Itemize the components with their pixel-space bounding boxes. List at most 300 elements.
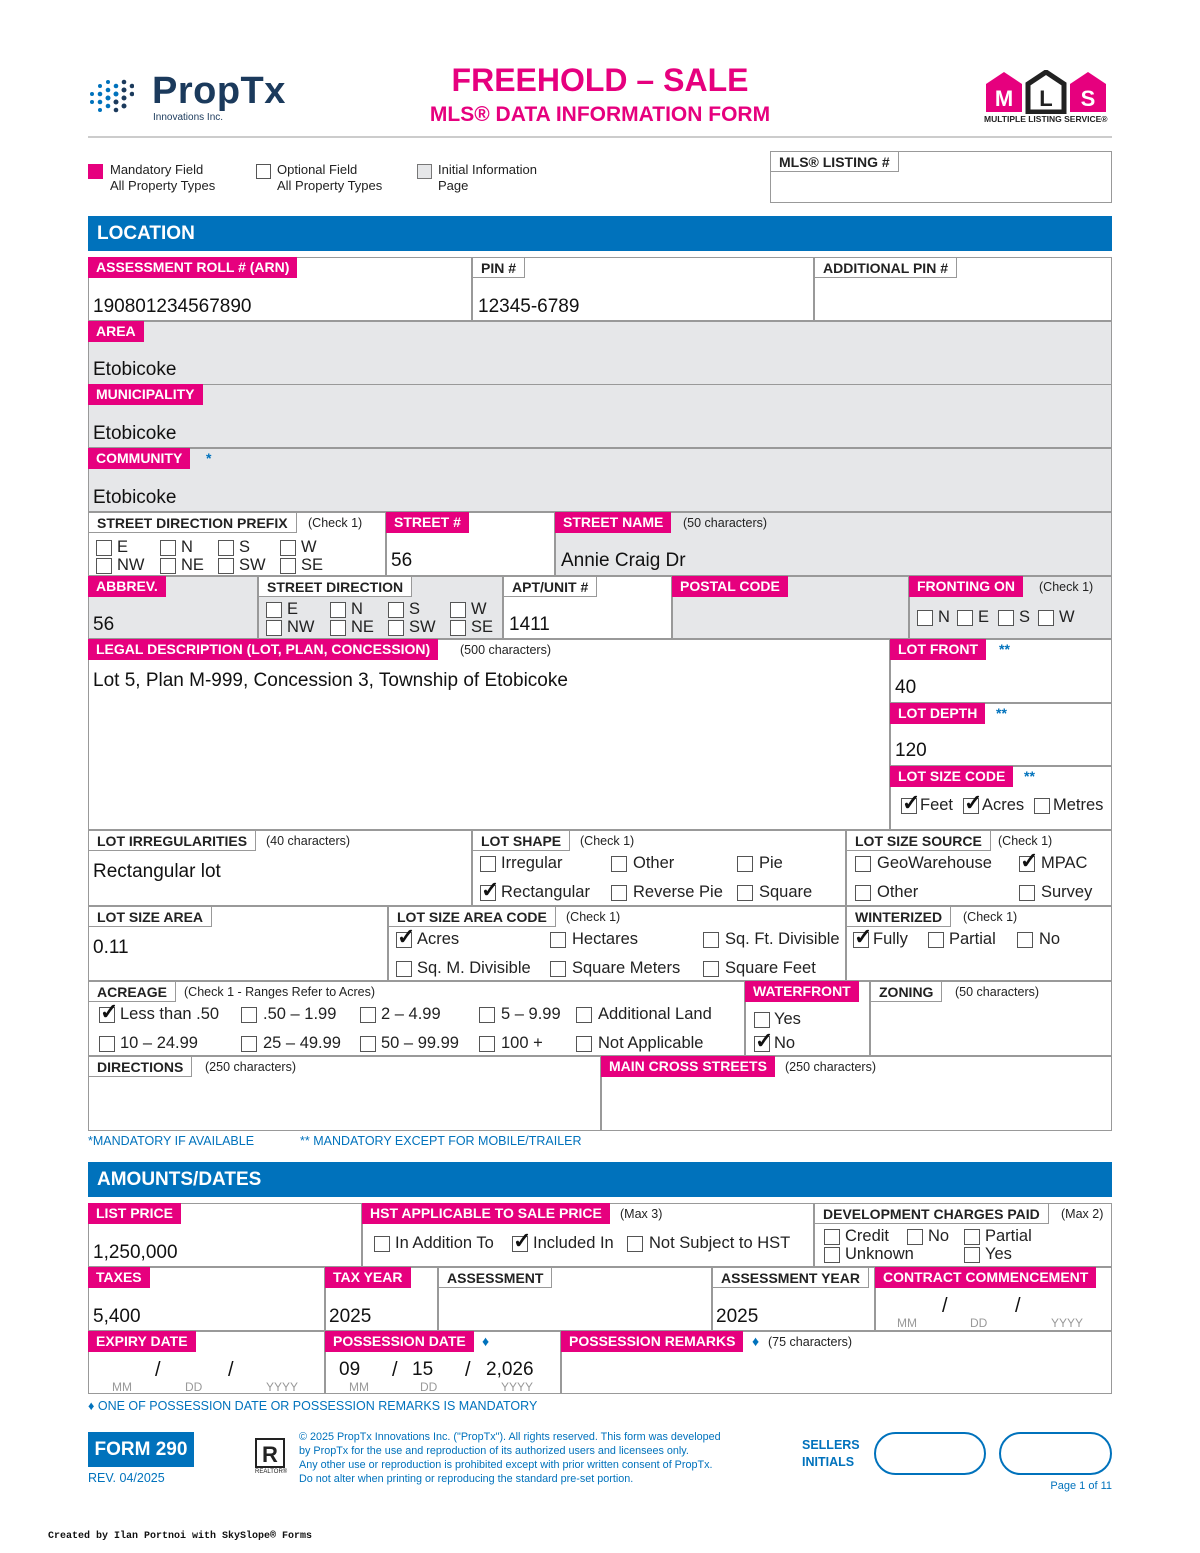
lot-irregularities-value: Rectangular lot (93, 861, 221, 882)
sdp-nw-checkbox[interactable] (96, 558, 112, 574)
acre-25-4999-checkbox[interactable] (241, 1036, 257, 1052)
lot-depth-value: 120 (895, 740, 927, 761)
possession-date-field[interactable] (325, 1331, 561, 1394)
legal-description-note: (500 characters) (460, 643, 552, 657)
hst-in-addition-label: In Addition To (395, 1234, 494, 1252)
dev-partial-checkbox[interactable] (964, 1229, 980, 1245)
tax-year-value: 2025 (329, 1306, 372, 1327)
mls-logo-text: MULTIPLE LISTING SERVICE® (984, 114, 1108, 124)
acre-10-2499-label: 10 – 24.99 (120, 1034, 198, 1052)
legal-description-label: LEGAL DESCRIPTION (LOT, PLAN, CONCESSION) (88, 639, 438, 660)
acre-10-2499-checkbox[interactable] (99, 1036, 115, 1052)
acre-not-applicable-checkbox[interactable] (576, 1036, 592, 1052)
acre-2-499-label: 2 – 4.99 (381, 1005, 441, 1023)
footnote-mandatory-except-mobile: ** MANDATORY EXCEPT FOR MOBILE/TRAILER (300, 1134, 582, 1148)
sd-n-label: N (351, 600, 363, 618)
legend-optional-text: Optional Field All Property Types (277, 162, 383, 193)
main-cross-streets-field[interactable] (601, 1056, 1112, 1131)
lot-irregularities-label: LOT IRREGULARITIES (88, 830, 256, 851)
tax-year-label: TAX YEAR (325, 1267, 411, 1288)
pos-yyyy-label: YYYY (501, 1380, 534, 1394)
street-name-label: STREET NAME (555, 512, 671, 533)
sd-sw-checkbox[interactable] (388, 620, 404, 636)
sd-se-checkbox[interactable] (450, 620, 466, 636)
acre-less-than-50-label: Less than .50 (120, 1005, 220, 1023)
sellers-initials-box-1[interactable] (874, 1432, 986, 1475)
shape-reverse-pie-label: Reverse Pie (633, 883, 723, 901)
front-w-checkbox[interactable] (1038, 610, 1054, 626)
sd-s-checkbox[interactable] (388, 602, 404, 618)
pin-value: 12345-6789 (478, 296, 580, 317)
lot-size-area-label: LOT SIZE AREA (88, 906, 212, 927)
acre-less-than-50-checkbox[interactable] (99, 1007, 115, 1023)
mls-listing-label: MLS® LISTING # (770, 151, 899, 172)
abbrev-label: ABBREV. (88, 576, 166, 597)
main-cross-streets-label: MAIN CROSS STREETS (601, 1056, 775, 1077)
sd-w-label: W (471, 600, 487, 618)
front-n-checkbox[interactable] (917, 610, 933, 626)
acre-not-applicable-label: Not Applicable (598, 1034, 704, 1052)
lsac-sqm-divisible-label: Sq. M. Divisible (417, 959, 531, 977)
arn-label: ASSESSMENT ROLL # (ARN) (88, 257, 297, 278)
additional-pin-label: ADDITIONAL PIN # (814, 257, 957, 278)
hst-not-subject-checkbox[interactable] (627, 1236, 643, 1252)
cc-dd-label: DD (970, 1316, 988, 1330)
zoning-field[interactable] (870, 981, 1112, 1056)
legend-initial-swatch (417, 164, 432, 179)
apt-unit-value: 1411 (509, 614, 550, 635)
src-mpac-label: MPAC (1041, 854, 1088, 872)
lot-size-code-label: LOT SIZE CODE (890, 766, 1013, 787)
sdp-s-checkbox[interactable] (218, 540, 234, 556)
area-field[interactable] (88, 321, 1112, 385)
abbrev-field[interactable] (88, 576, 258, 639)
pos-dd-label: DD (420, 1380, 438, 1394)
legend-optional-swatch (256, 164, 271, 179)
legal-description-value: Lot 5, Plan M-999, Concession 3, Township of Etobicoke (93, 670, 568, 691)
sd-se-label: SE (471, 618, 494, 636)
brand-name: PropTx (152, 70, 286, 112)
expiry-date-label: EXPIRY DATE (88, 1331, 196, 1352)
dev-no-checkbox[interactable] (907, 1229, 923, 1245)
lot-irregularities-field[interactable] (88, 830, 472, 906)
svg-text:M: M (994, 86, 1014, 111)
fronting-on-label: FRONTING ON (909, 576, 1023, 597)
possession-date-label: POSSESSION DATE (325, 1331, 474, 1352)
sd-s-label: S (409, 600, 421, 618)
possession-footnote: ♦ ONE OF POSSESSION DATE OR POSSESSION REMARKS IS MANDATORY (88, 1399, 538, 1413)
sd-sw-label: SW (409, 618, 436, 636)
apt-unit-field[interactable] (503, 576, 672, 639)
sdp-s-label: S (239, 538, 251, 556)
directions-note: (250 characters) (205, 1060, 297, 1074)
tax-year-field[interactable] (325, 1267, 438, 1331)
sdp-ne-checkbox[interactable] (160, 558, 176, 574)
src-other-label: Other (877, 883, 919, 901)
assessment-year-label: ASSESSMENT YEAR (712, 1267, 869, 1288)
possession-remarks-field[interactable] (561, 1331, 1112, 1394)
proptx-logo (88, 70, 303, 124)
shape-irregular-checkbox[interactable] (480, 856, 496, 872)
lot-shape-field[interactable] (472, 830, 846, 906)
taxes-field[interactable] (88, 1267, 325, 1331)
pos-mm-label: MM (349, 1380, 369, 1394)
lot-depth-field[interactable] (890, 703, 1112, 766)
possession-date-diamond: ♦ (482, 1333, 490, 1349)
possession-remarks-label: POSSESSION REMARKS (561, 1331, 743, 1352)
front-s-checkbox[interactable] (998, 610, 1014, 626)
dots-logo-icon (88, 76, 134, 116)
sd-e-checkbox[interactable] (266, 602, 282, 618)
shape-pie-checkbox[interactable] (737, 856, 753, 872)
acreage-field[interactable] (88, 981, 745, 1056)
lsac-hectares-checkbox[interactable] (550, 932, 566, 948)
dev-yes-checkbox[interactable] (964, 1247, 980, 1263)
hst-in-addition-checkbox[interactable] (374, 1236, 390, 1252)
lsac-square-feet-label: Square Feet (725, 959, 816, 977)
page-number: Page 1 of 11 (1050, 1480, 1112, 1492)
municipality-field[interactable] (88, 384, 1112, 448)
development-charges-note: (Max 2) (1061, 1207, 1104, 1221)
lsc-metres-label: Metres (1053, 796, 1104, 814)
dev-no-label: No (928, 1227, 950, 1245)
sellers-initials-box-2[interactable] (999, 1432, 1112, 1475)
cc-yyyy-label: YYYY (1051, 1316, 1084, 1330)
copyright-text: © 2025 PropTx Innovations Inc. ("PropTx"). All rights reserved. This form was developed by PropTx for the use and reproduction of its authorized users and licensees only. Any other use or reproduction is prohibited except with prior written consent of PropTx. Do not alter when printing or reproducing the standard pre-set portion. (299, 1431, 721, 1485)
location-section-title: LOCATION (88, 216, 1112, 251)
amounts-section-title: AMOUNTS/DATES (88, 1162, 1112, 1197)
svg-text:L: L (1039, 86, 1053, 111)
exp-slash-1: / (155, 1359, 161, 1381)
assessment-field[interactable] (438, 1267, 712, 1331)
shape-rectangular-label: Rectangular (501, 883, 590, 901)
wf-no-checkbox[interactable] (754, 1036, 770, 1052)
legal-description-field[interactable] (88, 639, 890, 830)
lsac-acres-checkbox[interactable] (396, 932, 412, 948)
postal-code-label: POSTAL CODE (672, 576, 788, 597)
src-geo-checkbox[interactable] (855, 856, 871, 872)
front-n-label: N (938, 608, 950, 626)
sdp-se-label: SE (301, 556, 324, 574)
svg-text:R: R (262, 1442, 278, 1467)
pos-slash-2: / (465, 1359, 471, 1381)
hst-not-subject-label: Not Subject to HST (649, 1234, 791, 1252)
acre-5-999-checkbox[interactable] (479, 1007, 495, 1023)
acre-2-499-checkbox[interactable] (360, 1007, 376, 1023)
front-e-checkbox[interactable] (957, 610, 973, 626)
acre-100-plus-checkbox[interactable] (479, 1036, 495, 1052)
svg-text:S: S (1080, 86, 1096, 111)
dev-unknown-checkbox[interactable] (824, 1247, 840, 1263)
realtor-caption: REALTOR® (255, 1469, 288, 1475)
hst-label: HST APPLICABLE TO SALE PRICE (362, 1203, 610, 1224)
sdp-sw-checkbox[interactable] (218, 558, 234, 574)
hst-included-label: Included In (533, 1234, 614, 1252)
dev-credit-checkbox[interactable] (824, 1229, 840, 1245)
acre-additional-land-label: Additional Land (598, 1005, 712, 1023)
street-name-field[interactable] (555, 512, 1112, 576)
wint-no-checkbox[interactable] (1017, 932, 1033, 948)
street-direction-label: STREET DIRECTION (258, 576, 412, 597)
street-number-field[interactable] (386, 512, 555, 576)
municipality-label: MUNICIPALITY (88, 384, 203, 405)
shape-rectangular-checkbox[interactable] (480, 885, 496, 901)
hst-note: (Max 3) (620, 1207, 663, 1221)
hst-field[interactable] (362, 1203, 814, 1267)
sdp-e-label: E (117, 538, 129, 556)
acre-100-plus-label: 100 + (501, 1034, 543, 1052)
lot-front-star: ** (999, 641, 1010, 657)
sd-nw-checkbox[interactable] (266, 620, 282, 636)
src-survey-label: Survey (1041, 883, 1093, 901)
src-mpac-checkbox[interactable] (1019, 856, 1035, 872)
created-by-note: Created by Ilan Portnoi with SkySlope® Forms (48, 1531, 313, 1542)
sdp-sw-label: SW (239, 556, 266, 574)
sdp-nw-label: NW (117, 556, 145, 574)
lot-depth-star: ** (996, 705, 1007, 721)
community-label: COMMUNITY (88, 448, 190, 469)
dev-partial-label: Partial (985, 1227, 1032, 1245)
dev-unknown-label: Unknown (845, 1245, 914, 1263)
street-name-note: (50 characters) (683, 516, 768, 530)
community-field[interactable] (88, 448, 1112, 512)
dev-credit-label: Credit (845, 1227, 890, 1245)
development-charges-field[interactable] (814, 1203, 1112, 1267)
sd-w-checkbox[interactable] (450, 602, 466, 618)
lot-front-value: 40 (895, 677, 917, 698)
front-w-label: W (1059, 608, 1075, 626)
cc-slash-1: / (942, 1295, 948, 1317)
street-number-value: 56 (391, 550, 413, 571)
sd-ne-checkbox[interactable] (330, 620, 346, 636)
acre-50-9999-label: 50 – 99.99 (381, 1034, 459, 1052)
wint-fully-checkbox[interactable] (853, 932, 869, 948)
lot-size-source-field[interactable] (846, 830, 1112, 906)
possession-day-value: 15 (412, 1359, 434, 1380)
lot-size-area-value: 0.11 (93, 937, 129, 958)
lsc-acres-checkbox[interactable] (963, 798, 979, 814)
acre-5-999-label: 5 – 9.99 (501, 1005, 561, 1023)
lot-size-area-code-note: (Check 1) (566, 910, 621, 924)
lot-front-field[interactable] (890, 639, 1112, 703)
lot-shape-note: (Check 1) (580, 834, 635, 848)
lot-size-code-star: ** (1024, 768, 1035, 784)
street-direction-prefix-field[interactable] (88, 512, 386, 576)
sdp-w-label: W (301, 538, 317, 556)
pin-field[interactable] (472, 257, 814, 321)
contract-commencement-field[interactable] (875, 1267, 1112, 1331)
directions-label: DIRECTIONS (88, 1056, 192, 1077)
sdp-n-label: N (181, 538, 193, 556)
form-revision: REV. 04/2025 (88, 1471, 165, 1485)
mls-house-icon (984, 70, 1108, 114)
lsac-square-feet-checkbox[interactable] (703, 961, 719, 977)
form-subtitle: MLS® DATA INFORMATION FORM (429, 103, 771, 126)
lsc-acres-label: Acres (982, 796, 1025, 814)
waterfront-field[interactable] (745, 981, 870, 1056)
contract-commencement-label: CONTRACT COMMENCEMENT (875, 1267, 1096, 1288)
acre-additional-land-checkbox[interactable] (576, 1007, 592, 1023)
lot-size-area-code-field[interactable] (388, 906, 846, 981)
main-cross-streets-note: (250 characters) (785, 1060, 877, 1074)
list-price-field[interactable] (88, 1203, 362, 1267)
legend-mandatory-swatch (88, 164, 103, 179)
lsac-hectares-label: Hectares (572, 930, 639, 948)
street-number-label: STREET # (386, 512, 469, 533)
zoning-label: ZONING (870, 981, 942, 1002)
exp-slash-2: / (228, 1359, 234, 1381)
wf-yes-checkbox[interactable] (754, 1012, 770, 1028)
hst-included-checkbox[interactable] (512, 1236, 528, 1252)
acreage-note: (Check 1 - Ranges Refer to Acres) (184, 985, 376, 999)
sdp-label: STREET DIRECTION PREFIX (88, 512, 297, 533)
legend-initial-text: Initial Information Page (438, 162, 537, 193)
legend-mandatory-text: Mandatory Field All Property Types (110, 162, 216, 193)
src-other-checkbox[interactable] (855, 885, 871, 901)
wint-partial-checkbox[interactable] (928, 932, 944, 948)
wint-no-label: No (1039, 930, 1061, 948)
development-charges-label: DEVELOPMENT CHARGES PAID (814, 1203, 1049, 1224)
cc-slash-2: / (1015, 1295, 1021, 1317)
lsac-sqm-divisible-checkbox[interactable] (396, 961, 412, 977)
winterized-label: WINTERIZED (846, 906, 951, 927)
dev-yes-label: Yes (985, 1245, 1012, 1263)
shape-square-label: Square (759, 883, 813, 901)
shape-pie-label: Pie (759, 854, 783, 872)
sd-ne-label: NE (351, 618, 374, 636)
lot-shape-label: LOT SHAPE (472, 830, 570, 851)
fronting-on-field[interactable] (909, 576, 1112, 639)
lot-size-code-field[interactable] (890, 766, 1112, 830)
lot-size-source-label: LOT SIZE SOURCE (846, 830, 991, 851)
winterized-note: (Check 1) (963, 910, 1018, 924)
front-e-label: E (978, 608, 990, 626)
acre-50-199-label: .50 – 1.99 (263, 1005, 337, 1023)
pin-label: PIN # (472, 257, 525, 278)
lot-size-area-field[interactable] (88, 906, 388, 981)
realtor-logo (255, 1438, 287, 1478)
list-price-value: 1,250,000 (93, 1242, 178, 1263)
sd-nw-label: NW (287, 618, 315, 636)
sd-n-checkbox[interactable] (330, 602, 346, 618)
arn-field[interactable] (88, 257, 472, 321)
community-star: * (206, 450, 212, 466)
form-number-badge: FORM 290 (88, 1432, 194, 1467)
lsc-feet-checkbox[interactable] (901, 798, 917, 814)
fronting-on-note: (Check 1) (1039, 580, 1094, 594)
possession-remarks-note: (75 characters) (768, 1335, 853, 1349)
taxes-label: TAXES (88, 1267, 150, 1288)
wint-fully-label: Fully (873, 930, 908, 948)
possession-year-value: 2,026 (486, 1359, 534, 1380)
lsc-metres-checkbox[interactable] (1034, 798, 1050, 814)
lot-front-label: LOT FRONT (890, 639, 986, 660)
apt-unit-label: APT/UNIT # (503, 576, 597, 597)
area-value: Etobicoke (93, 359, 177, 380)
postal-code-field[interactable] (672, 576, 909, 639)
abbrev-value: 56 (93, 614, 115, 635)
form-title: FREEHOLD – SALE (451, 62, 749, 98)
exp-yyyy-label: YYYY (266, 1380, 299, 1394)
sdp-n-checkbox[interactable] (160, 540, 176, 556)
street-direction-field[interactable] (258, 576, 503, 639)
mls-logo (984, 70, 1112, 126)
realtor-r-icon (255, 1438, 285, 1470)
lot-irregularities-note: (40 characters) (266, 834, 351, 848)
possession-month-value: 09 (339, 1359, 361, 1380)
list-price-label: LIST PRICE (88, 1203, 181, 1224)
shape-other-checkbox[interactable] (611, 856, 627, 872)
assessment-year-value: 2025 (716, 1306, 759, 1327)
additional-pin-field[interactable] (814, 257, 1112, 321)
arn-value: 190801234567890 (93, 296, 252, 317)
shape-irregular-label: Irregular (501, 854, 563, 872)
lsac-sqft-divisible-checkbox[interactable] (703, 932, 719, 948)
assessment-year-field[interactable] (712, 1267, 875, 1331)
header-rule (88, 136, 1112, 138)
area-label: AREA (88, 321, 144, 342)
wint-partial-label: Partial (949, 930, 996, 948)
taxes-value: 5,400 (93, 1306, 141, 1327)
zoning-note: (50 characters) (955, 985, 1040, 999)
street-name-value: Annie Craig Dr (561, 550, 686, 571)
possession-remarks-diamond: ♦ (752, 1333, 760, 1349)
acre-50-199-checkbox[interactable] (241, 1007, 257, 1023)
sdp-e-checkbox[interactable] (96, 540, 112, 556)
sdp-note: (Check 1) (308, 516, 363, 530)
waterfront-label: WATERFRONT (745, 981, 859, 1002)
community-value: Etobicoke (93, 487, 177, 508)
acre-25-4999-label: 25 – 49.99 (263, 1034, 341, 1052)
exp-dd-label: DD (185, 1380, 203, 1394)
wf-yes-label: Yes (774, 1010, 801, 1028)
shape-square-checkbox[interactable] (737, 885, 753, 901)
src-geo-label: GeoWarehouse (877, 854, 992, 872)
shape-reverse-pie-checkbox[interactable] (611, 885, 627, 901)
shape-other-label: Other (633, 854, 675, 872)
lsac-square-meters-checkbox[interactable] (550, 961, 566, 977)
lsc-feet-label: Feet (920, 796, 954, 814)
lot-size-area-code-label: LOT SIZE AREA CODE (388, 906, 556, 927)
acre-50-9999-checkbox[interactable] (360, 1036, 376, 1052)
sellers-initials-label: SELLERS INITIALS (802, 1438, 860, 1469)
footnote-mandatory-if-available: *MANDATORY IF AVAILABLE (88, 1134, 255, 1148)
lot-size-source-note: (Check 1) (998, 834, 1053, 848)
lsac-sqft-divisible-label: Sq. Ft. Divisible (725, 930, 840, 948)
cc-mm-label: MM (897, 1316, 917, 1330)
lsac-acres-label: Acres (417, 930, 460, 948)
front-s-label: S (1019, 608, 1031, 626)
mls-listing-box[interactable] (770, 151, 1112, 203)
pos-slash-1: / (392, 1359, 398, 1381)
directions-field[interactable] (88, 1056, 601, 1131)
src-survey-checkbox[interactable] (1019, 885, 1035, 901)
sdp-w-checkbox[interactable] (280, 540, 296, 556)
expiry-date-field[interactable] (88, 1331, 325, 1394)
sdp-se-checkbox[interactable] (280, 558, 296, 574)
wf-no-label: No (774, 1034, 796, 1052)
sd-e-label: E (287, 600, 299, 618)
lsac-square-meters-label: Square Meters (572, 959, 681, 977)
acreage-label: ACREAGE (88, 981, 176, 1002)
sdp-ne-label: NE (181, 556, 204, 574)
lot-depth-label: LOT DEPTH (890, 703, 985, 724)
winterized-field[interactable] (846, 906, 1112, 981)
assessment-label: ASSESSMENT (438, 1267, 552, 1288)
exp-mm-label: MM (112, 1380, 132, 1394)
brand-sub: Innovations Inc. (153, 112, 224, 123)
municipality-value: Etobicoke (93, 423, 177, 444)
